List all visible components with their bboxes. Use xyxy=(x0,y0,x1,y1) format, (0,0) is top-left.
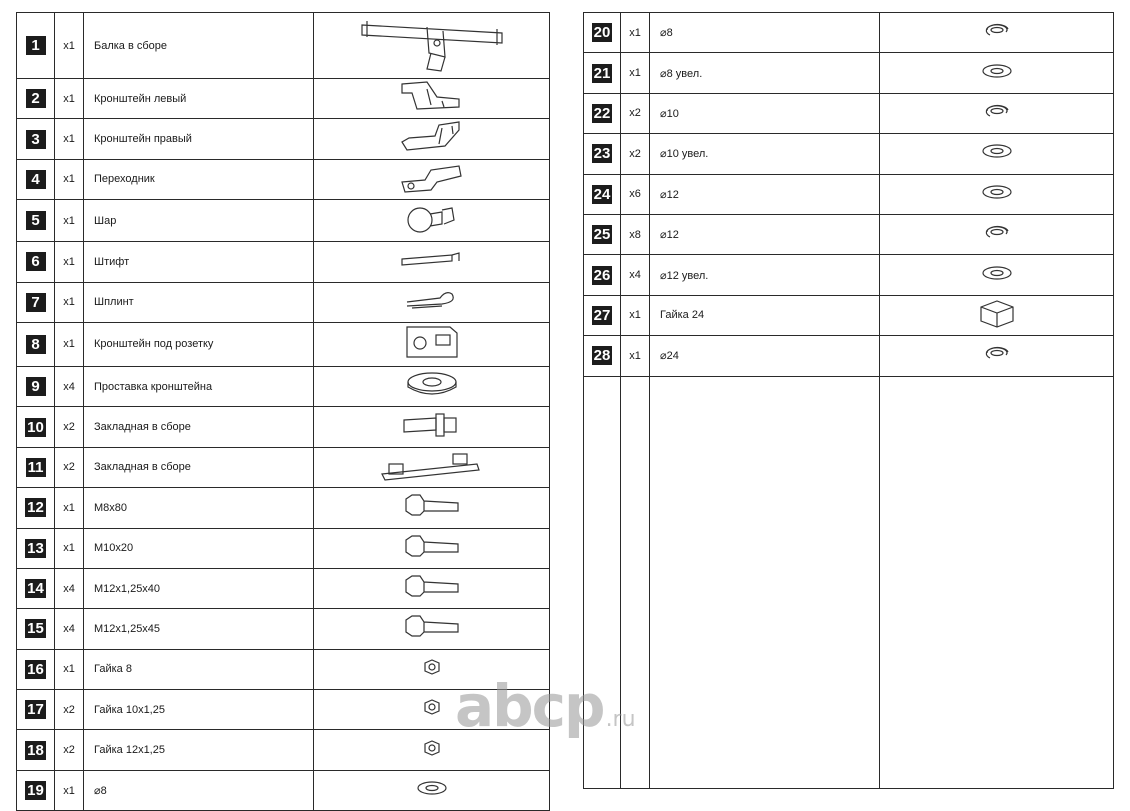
flat-washer-icon xyxy=(416,779,448,797)
part-quantity: x1 xyxy=(621,13,650,53)
part-number-cell xyxy=(17,79,55,119)
part-name: ⌀10 увел. xyxy=(650,134,880,174)
part-number: 26 xyxy=(593,266,611,284)
part-image-cell xyxy=(314,282,550,322)
part-number: 10 xyxy=(27,418,44,436)
part-number: 21 xyxy=(593,64,611,82)
part-number-cell xyxy=(17,690,55,730)
adapter-icon xyxy=(397,160,467,194)
part-number: 18 xyxy=(27,741,44,759)
part-number: 22 xyxy=(593,104,611,122)
cotter-pin-icon xyxy=(402,288,462,312)
part-image-cell xyxy=(880,214,1114,254)
part-quantity: x4 xyxy=(55,609,84,649)
left-bracket-icon xyxy=(397,79,467,113)
empty-row xyxy=(584,376,1114,788)
part-name: Гайка 10x1,25 xyxy=(84,690,314,730)
part-image-cell xyxy=(314,79,550,119)
part-quantity: x8 xyxy=(621,214,650,254)
part-name: M8x80 xyxy=(84,488,314,528)
part-name: Проставка кронштейна xyxy=(84,366,314,406)
part-row xyxy=(17,609,550,649)
spring-washer-icon xyxy=(982,21,1012,39)
part-row xyxy=(17,488,550,528)
part-image-cell xyxy=(880,13,1114,53)
watermark-logo xyxy=(455,672,636,740)
part-quantity: x1 xyxy=(55,119,84,159)
part-number: 5 xyxy=(26,211,46,230)
nut-icon xyxy=(421,657,443,677)
part-name: Гайка 12x1,25 xyxy=(84,730,314,770)
part-row xyxy=(584,93,1114,133)
part-quantity: x1 xyxy=(621,336,650,376)
part-number: 4 xyxy=(26,170,46,189)
part-row xyxy=(17,282,550,322)
part-number-cell xyxy=(17,609,55,649)
part-row xyxy=(584,255,1114,295)
part-row xyxy=(17,119,550,159)
flat-washer-icon xyxy=(981,142,1013,160)
part-quantity: x1 xyxy=(621,295,650,335)
part-name: ⌀24 xyxy=(650,336,880,376)
part-quantity: x1 xyxy=(55,200,84,242)
part-quantity: x4 xyxy=(55,366,84,406)
part-number-cell xyxy=(584,174,621,214)
tow-bar-beam-icon xyxy=(357,13,507,73)
large-nut-icon xyxy=(977,297,1017,329)
part-name: Закладная в сборе xyxy=(84,447,314,487)
part-image-cell xyxy=(314,447,550,487)
part-number-cell xyxy=(584,134,621,174)
part-row xyxy=(17,407,550,447)
part-number-cell xyxy=(584,13,621,53)
spring-washer-icon xyxy=(982,344,1012,362)
part-image-cell xyxy=(314,119,550,159)
part-name: Штифт xyxy=(84,242,314,282)
part-row xyxy=(17,159,550,199)
part-number: 24 xyxy=(593,185,611,203)
pin-icon xyxy=(397,249,467,269)
part-quantity: x1 xyxy=(55,79,84,119)
spacer-icon xyxy=(402,369,462,399)
tow-ball-icon xyxy=(402,200,462,236)
part-number-cell xyxy=(584,214,621,254)
empty-cell xyxy=(650,376,880,788)
part-image-cell xyxy=(314,13,550,79)
part-image-cell xyxy=(314,488,550,528)
part-number-cell xyxy=(17,488,55,528)
part-number-cell xyxy=(584,255,621,295)
part-row xyxy=(17,770,550,810)
part-image-cell xyxy=(314,770,550,810)
empty-cell xyxy=(880,376,1114,788)
part-image-cell xyxy=(314,322,550,366)
part-quantity: x2 xyxy=(55,407,84,447)
part-number: 28 xyxy=(593,347,611,365)
part-name: Шплинт xyxy=(84,282,314,322)
part-number-cell xyxy=(17,242,55,282)
right-bracket-icon xyxy=(397,120,467,154)
part-name: ⌀10 xyxy=(650,93,880,133)
part-row xyxy=(17,79,550,119)
nut-icon xyxy=(421,697,443,717)
part-quantity: x1 xyxy=(621,53,650,93)
part-quantity: x1 xyxy=(55,649,84,689)
part-image-cell xyxy=(314,609,550,649)
part-number-cell xyxy=(584,336,621,376)
part-number-cell xyxy=(17,407,55,447)
part-row xyxy=(17,366,550,406)
bolt-icon xyxy=(402,491,462,519)
part-number: 12 xyxy=(27,499,44,517)
part-row xyxy=(584,53,1114,93)
part-number: 19 xyxy=(27,782,44,800)
part-quantity: x2 xyxy=(621,134,650,174)
part-quantity: x1 xyxy=(55,159,84,199)
part-number: 8 xyxy=(26,335,46,354)
nut-icon xyxy=(421,738,443,758)
embedded-bolt-icon xyxy=(400,408,464,442)
part-name: Шар xyxy=(84,200,314,242)
part-quantity: x1 xyxy=(55,528,84,568)
part-name: ⌀8 увел. xyxy=(650,53,880,93)
part-image-cell xyxy=(880,93,1114,133)
part-name: Гайка 24 xyxy=(650,295,880,335)
part-row xyxy=(17,447,550,487)
part-quantity: x1 xyxy=(55,282,84,322)
part-number-cell xyxy=(17,770,55,810)
part-row xyxy=(584,214,1114,254)
part-image-cell xyxy=(314,242,550,282)
spring-washer-icon xyxy=(982,223,1012,241)
part-number: 15 xyxy=(27,620,44,638)
socket-bracket-icon xyxy=(402,323,462,361)
part-number-cell xyxy=(584,295,621,335)
part-quantity: x1 xyxy=(55,488,84,528)
part-image-cell xyxy=(880,295,1114,335)
part-quantity: x4 xyxy=(55,568,84,608)
part-name: Закладная в сборе xyxy=(84,407,314,447)
part-image-cell xyxy=(314,528,550,568)
part-row xyxy=(17,528,550,568)
part-quantity: x1 xyxy=(55,322,84,366)
part-name: ⌀8 xyxy=(84,770,314,810)
part-number: 3 xyxy=(26,130,46,149)
part-number: 6 xyxy=(26,252,46,271)
part-number: 27 xyxy=(593,306,611,324)
part-quantity: x2 xyxy=(55,730,84,770)
part-image-cell xyxy=(314,407,550,447)
part-name: ⌀12 xyxy=(650,174,880,214)
part-image-cell xyxy=(314,568,550,608)
flat-washer-icon xyxy=(981,183,1013,201)
bolt-icon xyxy=(402,572,462,600)
part-row xyxy=(17,242,550,282)
part-number-cell xyxy=(584,53,621,93)
part-name: Балка в сборе xyxy=(84,13,314,79)
part-quantity: x2 xyxy=(55,447,84,487)
part-number: 11 xyxy=(26,458,46,477)
part-row xyxy=(17,13,550,79)
parts-table-right xyxy=(583,12,1114,789)
part-row xyxy=(17,322,550,366)
part-number-cell xyxy=(17,119,55,159)
part-quantity: x1 xyxy=(55,770,84,810)
part-number: 14 xyxy=(27,580,44,598)
part-number: 9 xyxy=(26,377,46,396)
part-number: 16 xyxy=(27,660,44,678)
part-quantity: x2 xyxy=(55,690,84,730)
part-quantity: x1 xyxy=(55,242,84,282)
part-number-cell xyxy=(584,93,621,133)
part-number: 20 xyxy=(593,24,611,42)
part-name: Гайка 8 xyxy=(84,649,314,689)
part-number: 1 xyxy=(26,36,46,55)
part-name: M12x1,25x45 xyxy=(84,609,314,649)
flat-washer-icon xyxy=(981,62,1013,80)
part-name: M10x20 xyxy=(84,528,314,568)
part-number: 2 xyxy=(26,89,46,108)
part-name: M12x1,25x40 xyxy=(84,568,314,608)
part-quantity: x4 xyxy=(621,255,650,295)
bolt-icon xyxy=(402,532,462,560)
part-image-cell xyxy=(880,53,1114,93)
part-image-cell xyxy=(880,255,1114,295)
part-image-cell xyxy=(880,134,1114,174)
part-number: 17 xyxy=(27,701,44,719)
part-name: ⌀8 xyxy=(650,13,880,53)
part-number: 25 xyxy=(593,226,611,244)
spring-washer-icon xyxy=(982,102,1012,120)
part-image-cell xyxy=(314,200,550,242)
part-number-cell xyxy=(17,447,55,487)
part-row xyxy=(584,174,1114,214)
part-name: Кронштейн левый xyxy=(84,79,314,119)
part-name: Кронштейн под розетку xyxy=(84,322,314,366)
part-number-cell xyxy=(17,282,55,322)
part-quantity: x2 xyxy=(621,93,650,133)
part-image-cell xyxy=(314,366,550,406)
part-number-cell xyxy=(17,200,55,242)
part-number-cell xyxy=(17,649,55,689)
part-image-cell xyxy=(880,174,1114,214)
part-number: 7 xyxy=(26,293,46,312)
part-name: ⌀12 xyxy=(650,214,880,254)
part-name: Кронштейн правый xyxy=(84,119,314,159)
part-number-cell xyxy=(17,568,55,608)
part-number-cell xyxy=(17,528,55,568)
part-quantity: x6 xyxy=(621,174,650,214)
part-image-cell xyxy=(880,336,1114,376)
part-row xyxy=(17,568,550,608)
part-number: 13 xyxy=(27,539,44,557)
part-name: Переходник xyxy=(84,159,314,199)
embedded-plate-icon xyxy=(377,448,487,482)
flat-washer-icon xyxy=(981,264,1013,282)
watermark-tld: .ru xyxy=(605,707,636,732)
part-row xyxy=(584,13,1114,53)
part-row xyxy=(584,134,1114,174)
watermark-main: abcp xyxy=(455,672,604,740)
part-row xyxy=(584,336,1114,376)
part-number-cell xyxy=(17,159,55,199)
part-number: 23 xyxy=(593,145,611,163)
part-name: ⌀12 увел. xyxy=(650,255,880,295)
part-number-cell xyxy=(17,366,55,406)
part-image-cell xyxy=(314,159,550,199)
part-quantity: x1 xyxy=(55,13,84,79)
part-number-cell xyxy=(17,13,55,79)
bolt-icon xyxy=(402,612,462,640)
part-row xyxy=(17,200,550,242)
part-number-cell xyxy=(17,322,55,366)
part-number-cell xyxy=(17,730,55,770)
part-row xyxy=(584,295,1114,335)
